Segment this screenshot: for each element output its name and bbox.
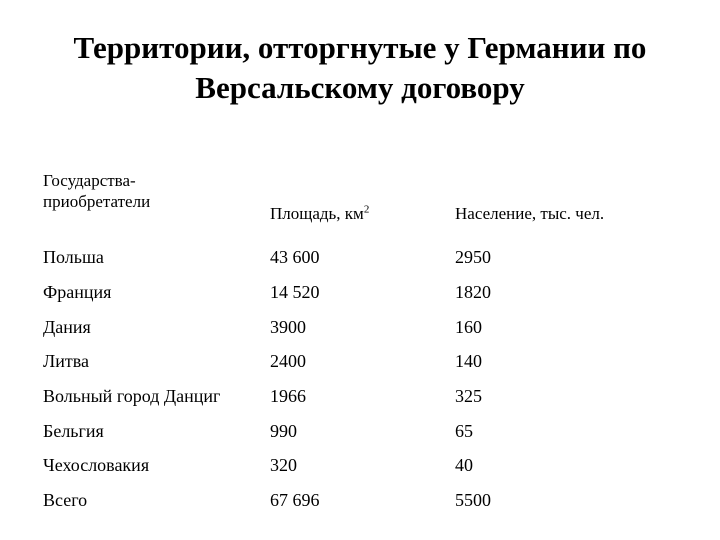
cell-area: 990 xyxy=(270,420,297,441)
cell-country: Всего xyxy=(43,490,88,511)
table-row xyxy=(43,448,675,483)
table-row xyxy=(43,275,675,310)
cell-population: 1820 xyxy=(455,282,491,303)
cell-country: Литва xyxy=(43,351,89,372)
table-row xyxy=(43,240,675,275)
cell-population: 5500 xyxy=(455,490,491,511)
header-country-line-2: приобретатели xyxy=(43,192,151,211)
slide-title xyxy=(0,28,720,108)
table-row xyxy=(43,413,675,448)
cell-country: Франция xyxy=(43,282,112,303)
cell-population: 140 xyxy=(455,351,482,372)
table-row xyxy=(43,309,675,344)
title-line-2: Версальскому договору xyxy=(195,70,525,105)
header-country-line-1: Государства- xyxy=(43,171,136,190)
table-row xyxy=(43,344,675,379)
cell-country: Вольный город Данциг xyxy=(43,386,221,407)
header-area-label: Площадь, км xyxy=(270,204,364,223)
cell-population: 40 xyxy=(455,455,473,476)
cell-area: 14 520 xyxy=(270,282,320,303)
cell-country: Чехословакия xyxy=(43,455,150,476)
cell-area: 67 696 xyxy=(270,490,320,511)
header-area-superscript: 2 xyxy=(363,203,370,216)
cell-country: Дания xyxy=(43,316,91,337)
cell-area: 2400 xyxy=(270,351,306,372)
cell-country: Бельгия xyxy=(43,420,104,441)
cell-country: Польша xyxy=(43,247,104,268)
table-header-row xyxy=(43,170,675,240)
cell-area: 1966 xyxy=(270,386,306,407)
table-row-total xyxy=(43,483,675,518)
cell-population: 2950 xyxy=(455,247,491,268)
cell-area: 3900 xyxy=(270,316,306,337)
cell-population: 65 xyxy=(455,420,473,441)
table-row xyxy=(43,379,675,414)
header-area xyxy=(270,170,455,240)
title-line-1: Территории, отторгнутые у Германии по xyxy=(73,30,647,65)
territories-table xyxy=(43,170,675,518)
header-country xyxy=(43,170,270,240)
cell-population: 160 xyxy=(455,316,482,337)
cell-area: 43 600 xyxy=(270,247,320,268)
cell-area: 320 xyxy=(270,455,297,476)
cell-population: 325 xyxy=(455,386,482,407)
header-population: Население, тыс. чел. xyxy=(455,204,605,223)
